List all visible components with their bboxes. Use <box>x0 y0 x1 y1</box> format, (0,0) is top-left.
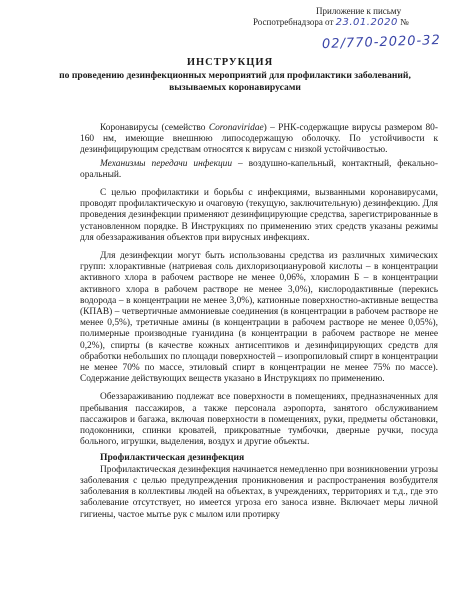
paragraph-surfaces: Обеззараживанию подлежат все поверхности в помещениях, предназначенных для пребывания пассажиров, а также персонала аэропорта, занятого обслуживанием пассажиров и багажа, включая поверхности в помещениях, руки, предметы обстановки, подоконники, спинки кроватей, прикроватные тумбочки, дверные ручки, посуда больного, игрушки, выделения, воздух и другие объекты. <box>80 392 438 448</box>
paragraph-prevention: С целью профилактики и борьбы с инфекциями, вызванными коронавирусами, проводят профилактическую и очаговую (текущую, заключительную) дезинфекцию. Для проведения дезинфекции применяют дезинфицирующие средства, зарегистрированные в установленном порядке. В Инструкциях по применению этих средств указаны режимы для обеззараживания объектов при вирусных инфекциях. <box>80 188 438 243</box>
handwritten-date: 23.01.2020 <box>335 17 398 28</box>
text-run-italic: Coronaviridae <box>208 123 264 133</box>
number-mark: № <box>400 17 409 27</box>
handwritten-number: 02/770-2020-32 <box>321 32 441 53</box>
paragraph-prophylactic: Профилактическая дезинфекция начинается немедленно при возникновении угрозы заболевания с целью предупреждения проникновения и распространения возбудителя заболевания в коллективы людей на объектах, в учреждениях, территориях и т.д., где это заболевание отсутствует, но имеется угроза его заноса извне. Включает меры личной гигиены, частое мытье рук с мылом или протирку <box>80 464 438 520</box>
text-run: Коронавирусы (семейство <box>100 123 209 133</box>
document-subtitle: по проведению дезинфекционных мероприятий для профилактики заболеваний, вызываемых коронавирусами <box>59 70 411 93</box>
section-heading-prophylactic: Профилактическая дезинфекция <box>100 452 245 464</box>
letter-reference <box>253 17 437 28</box>
paragraph-transmission <box>80 159 438 181</box>
paragraph-disinfectants: Для дезинфекции могут быть использованы средства из различных химических групп: хлорактивные (натриевая соль дихлоризоциануровой кислоты – в концентрации активного хлора в рабочем растворе не менее 0,06%, хлорамин Б – в концентрации активного хлора в рабочем растворе не менее 3,0%), кислородактивные (перекись водорода – в концентрации не менее 3,0%), катионные поверхностно-активные вещества (КПАВ) – четвертичные аммониевые соединения (в концентрации в рабочем растворе не менее 0,5%), третичные амины (в концентрации в рабочем растворе не менее 0,05%), полимерные производные гуанидина (в концентрации в рабочем растворе не менее 0,2%), спирты (в качестве кожных антисептиков и дезинфицирующих средств для обработки небольших по площади поверхностей – изопропиловый спирт в концентрации не менее 70% по массе, этиловый спирт в концентрации не менее 75% по массе). Содержание действующих веществ указано в Инструкциях по применению. <box>80 251 438 385</box>
paragraph-coronavirus <box>80 123 438 157</box>
document-title: ИНСТРУКЦИЯ <box>186 57 274 68</box>
text-run-italic: Механизмы передачи инфекции <box>100 158 233 169</box>
text-run: – воздушно-капельный, контактный, фекально-оральный. <box>80 158 438 180</box>
agency-prefix: Роспотребнадзора от <box>253 17 334 27</box>
text-run: ) – РНК-содержащие вирусы размером 80-160 нм, имеющие внешнюю липосодержащую оболочку. По устойчивости к дезинфицирующим средствам относятся к вирусам с низкой устойчивостью. <box>80 123 438 156</box>
appendix-note: Приложение к письму <box>316 6 402 16</box>
document-body <box>80 123 438 528</box>
